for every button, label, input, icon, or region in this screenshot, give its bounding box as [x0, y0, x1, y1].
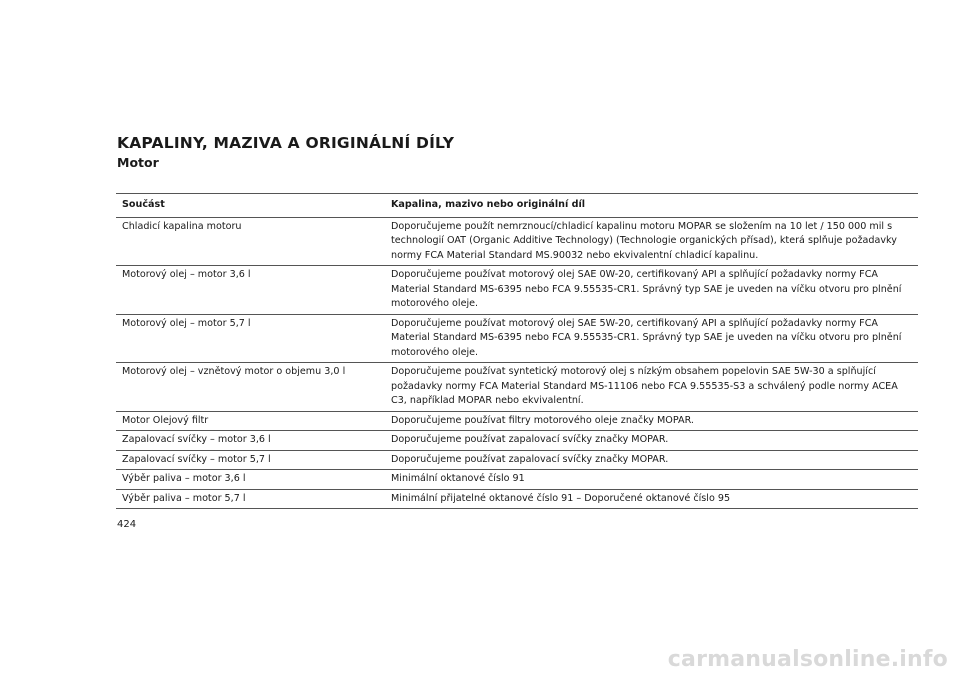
description-cell: Doporučujeme používat zapalovací svíčky značky MOPAR. [383, 431, 918, 451]
part-cell: Výběr paliva – motor 3,6 l [116, 470, 383, 490]
description-cell: Doporučujeme používat motorový olej SAE 5W-20, certifikovaný API a splňující požadavky normy FCA Material Standard MS-6395 nebo FCA 9.55535-CR1. Správný typ SAE je uveden na víčku otvoru pro plnění motorového oleje. [383, 314, 918, 363]
table-row [116, 266, 918, 315]
table-row [116, 411, 918, 431]
part-cell: Motorový olej – motor 3,6 l [116, 266, 383, 315]
description-cell: Minimální oktanové číslo 91 [383, 470, 918, 490]
table-row [116, 450, 918, 470]
description-cell: Doporučujeme používat zapalovací svíčky značky MOPAR. [383, 450, 918, 470]
page-title: KAPALINY, MAZIVA A ORIGINÁLNÍ DÍLY [117, 134, 455, 152]
page-number: 424 [117, 519, 137, 530]
column-header-part: Součást [116, 194, 383, 218]
watermark: carmanualsonline.info [667, 647, 948, 672]
fluids-lubricants-table [116, 193, 918, 509]
part-cell: Výběr paliva – motor 5,7 l [116, 489, 383, 509]
table-row [116, 489, 918, 509]
table-row [116, 363, 918, 412]
table-row [116, 217, 918, 266]
table-row [116, 470, 918, 490]
part-cell: Motorový olej – motor 5,7 l [116, 314, 383, 363]
description-cell: Doporučujeme používat filtry motorového oleje značky MOPAR. [383, 411, 918, 431]
table-header-row [116, 194, 918, 218]
part-cell: Motorový olej – vznětový motor o objemu 3,0 l [116, 363, 383, 412]
description-cell: Doporučujeme používat motorový olej SAE 0W-20, certifikovaný API a splňující požadavky normy FCA Material Standard MS-6395 nebo FCA 9.55535-CR1. Správný typ SAE je uveden na víčku otvoru pro plnění motorového oleje. [383, 266, 918, 315]
column-header-description: Kapalina, mazivo nebo originální díl [383, 194, 918, 218]
part-cell: Zapalovací svíčky – motor 5,7 l [116, 450, 383, 470]
table-row [116, 431, 918, 451]
section-title: Motor [117, 155, 159, 170]
description-cell: Doporučujeme používat syntetický motorový olej s nízkým obsahem popelovin SAE 5W-30 a splňující požadavky normy FCA Material Standard MS-11106 nebo FCA 9.55535-S3 a schválený podle normy ACEA C3, například MOPAR nebo ekvivalentní. [383, 363, 918, 412]
table-row [116, 314, 918, 363]
description-cell: Minimální přijatelné oktanové číslo 91 – Doporučené oktanové číslo 95 [383, 489, 918, 509]
part-cell: Zapalovací svíčky – motor 3,6 l [116, 431, 383, 451]
part-cell: Chladicí kapalina motoru [116, 217, 383, 266]
description-cell: Doporučujeme použít nemrznoucí/chladicí kapalinu motoru MOPAR se složením na 10 let / 150 000 mil s technologií OAT (Organic Additive Technology) (Technologie organických přísad), která splňuje požadavky normy FCA Material Standard MS.90032 nebo ekvivalentní chladicí kapalinu. [383, 217, 918, 266]
part-cell: Motor Olejový filtr [116, 411, 383, 431]
